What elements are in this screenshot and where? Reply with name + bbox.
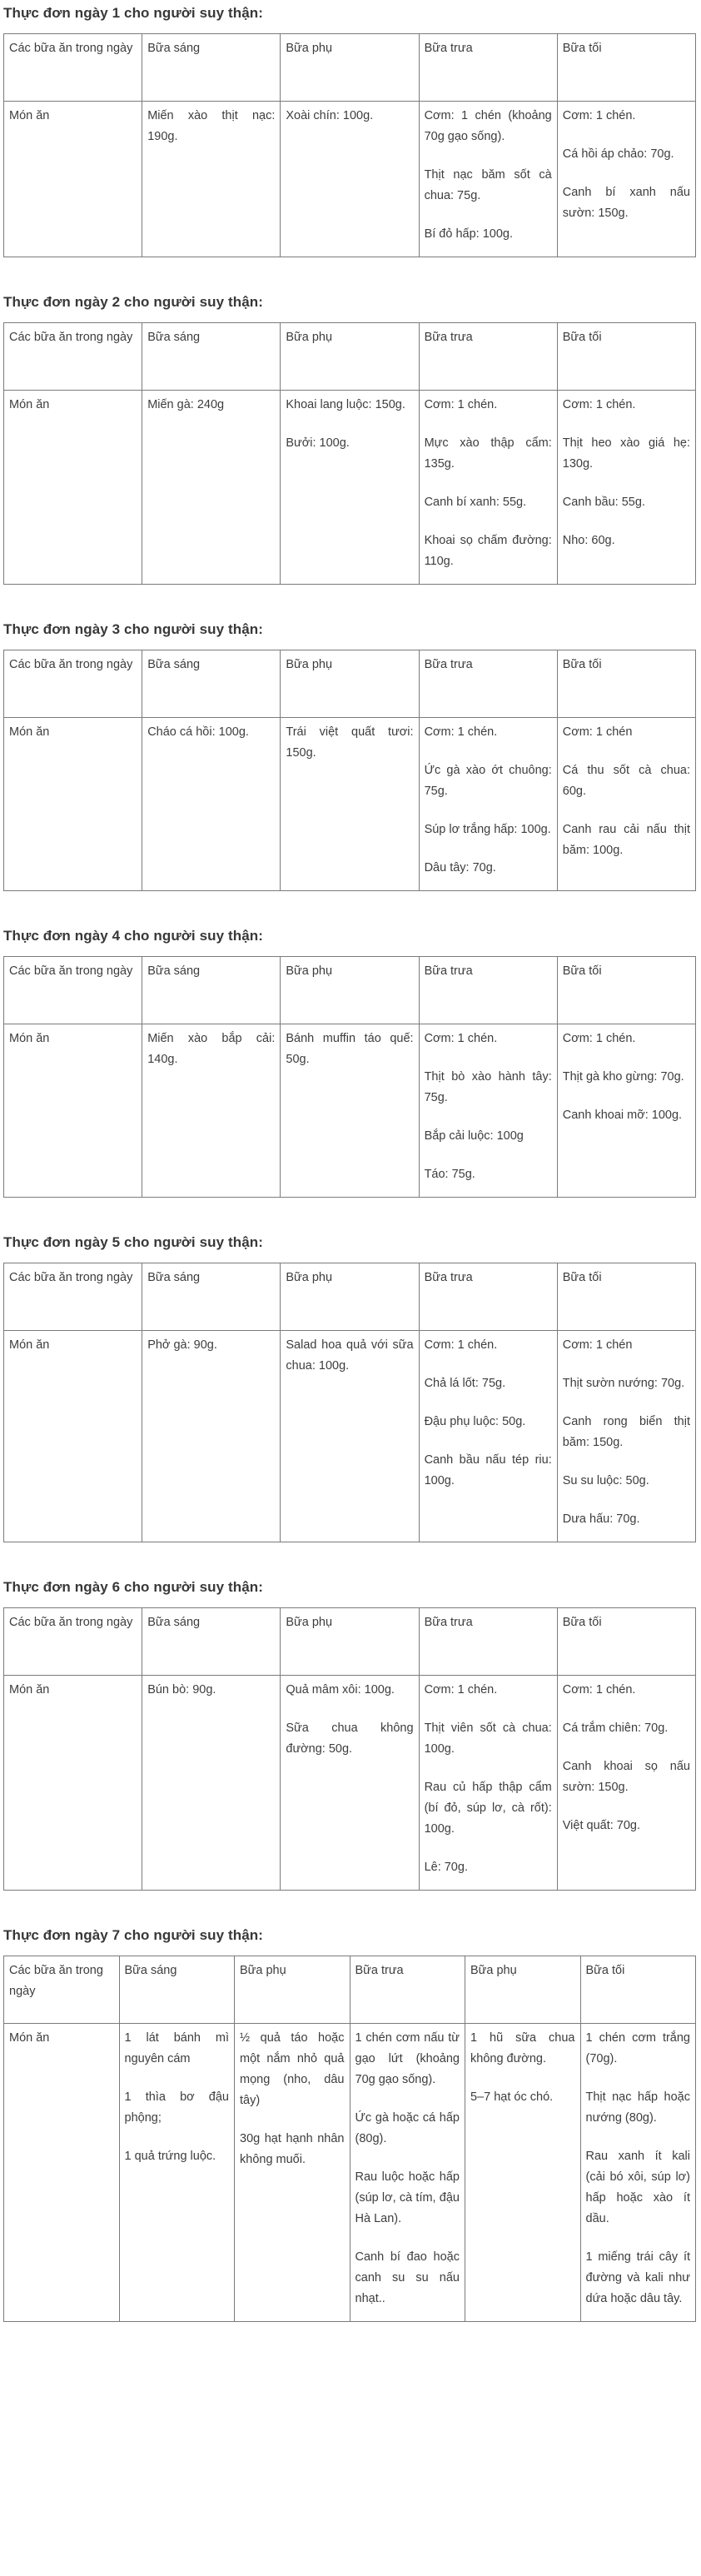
- meal-cell: [281, 718, 419, 891]
- column-header: Bữa sáng: [142, 1263, 281, 1331]
- menu-item: Rau xanh ít kali (cải bó xôi, súp lơ) hấp hoặc xào ít dầu.: [585, 2150, 690, 2225]
- column-header: Bữa sáng: [142, 650, 281, 718]
- menu-item: 1 chén cơm nấu từ gạo lứt (khoảng 70g gạo sống).: [355, 2031, 460, 2086]
- menu-item: Cơm: 1 chén.: [424, 1338, 498, 1352]
- column-header: Bữa sáng: [142, 1608, 281, 1676]
- menu-item: Cháo cá hồi: 100g.: [147, 725, 249, 739]
- menu-item: Xoài chín: 100g.: [286, 109, 374, 122]
- menu-item: Ức gà hoặc cá hấp (80g).: [355, 2111, 460, 2145]
- menu-day-6: [3, 1579, 696, 1891]
- meal-cell: [557, 102, 695, 257]
- menu-item: Cá hồi áp chảo: 70g.: [562, 147, 674, 161]
- row-label: Món ăn: [4, 102, 142, 257]
- menu-item: Súp lơ trắng hấp: 100g.: [424, 823, 551, 836]
- column-header: Bữa tối: [557, 650, 695, 718]
- meal-cell: [419, 1024, 557, 1198]
- menu-item: Cơm: 1 chén (khoảng 70g gạo sống).: [424, 109, 552, 143]
- table-header-row: [4, 1608, 696, 1676]
- table-row: [4, 391, 696, 585]
- row-label: Món ăn: [4, 1024, 142, 1198]
- menu-item: 30g hạt hạnh nhân không muối.: [240, 2132, 345, 2166]
- meal-cell: [419, 1676, 557, 1891]
- menu-item: Canh khoai sọ nấu sườn: 150g.: [562, 1760, 690, 1794]
- menu-item: Canh bầu: 55g.: [562, 496, 645, 509]
- column-header: Bữa trưa: [350, 1956, 465, 2024]
- menu-item: Khoai sọ chấm đường: 110g.: [424, 534, 552, 568]
- column-header: Bữa trưa: [419, 34, 557, 102]
- menu-item: 1 lát bánh mì nguyên cám: [124, 2031, 229, 2065]
- column-header: Bữa trưa: [419, 323, 557, 391]
- meal-cell: [557, 1331, 695, 1542]
- menu-item: Miến gà: 240g: [147, 398, 225, 411]
- menu-item: 1 chén cơm trắng (70g).: [585, 2031, 690, 2065]
- menu-item: Cơm: 1 chén: [562, 1338, 633, 1352]
- menu-item: 1 miếng trái cây ít đường và kali như dứa hoặc dâu tây.: [585, 2250, 690, 2305]
- table-header-row: [4, 957, 696, 1024]
- menu-day-2: [3, 294, 696, 585]
- table-header-row: [4, 34, 696, 102]
- meal-cell: [281, 102, 419, 257]
- menu-item: Ức gà xào ớt chuông: 75g.: [424, 764, 552, 798]
- meal-cell: [142, 391, 281, 585]
- menu-day-7: [3, 1927, 696, 2322]
- meal-cell: [142, 718, 281, 891]
- menu-item: Bánh muffin táo quế: 50g.: [286, 1032, 414, 1066]
- menu-item: Nho: 60g.: [562, 534, 615, 547]
- menu-item: Canh rong biển thịt băm: 150g.: [562, 1415, 690, 1449]
- column-header: Các bữa ăn trong ngày: [4, 323, 142, 391]
- meal-cell: [142, 1024, 281, 1198]
- column-header: Các bữa ăn trong ngày: [4, 957, 142, 1024]
- menu-item: Miến xào bắp cải: 140g.: [147, 1032, 276, 1066]
- meal-cell: [142, 102, 281, 257]
- meal-cell: [419, 1331, 557, 1542]
- menu-item: Đậu phụ luộc: 50g.: [424, 1415, 526, 1428]
- menu-item: Thịt nạc hấp hoặc nướng (80g).: [585, 2090, 690, 2125]
- menu-item: Thịt heo xào giá hẹ: 130g.: [562, 436, 690, 471]
- menu-item: Cơm: 1 chén.: [424, 1683, 498, 1697]
- meal-cell: [281, 1676, 419, 1891]
- column-header: Bữa trưa: [419, 1608, 557, 1676]
- menu-item: Trái việt quất tươi: 150g.: [286, 725, 414, 760]
- column-header: Bữa sáng: [142, 323, 281, 391]
- menu-item: 5–7 hạt óc chó.: [470, 2090, 554, 2104]
- menu-item: Bưởi: 100g.: [286, 436, 350, 450]
- menu-item: Thịt sườn nướng: 70g.: [562, 1377, 685, 1390]
- menu-item: Salad hoa quả với sữa chua: 100g.: [286, 1338, 414, 1373]
- menu-item: Dưa hấu: 70g.: [562, 1512, 640, 1526]
- menu-table: [3, 1956, 696, 2322]
- menu-item: Việt quất: 70g.: [562, 1819, 641, 1832]
- menu-item: Chả lá lốt: 75g.: [424, 1377, 506, 1390]
- menu-item: Lê: 70g.: [424, 1861, 468, 1874]
- menu-item: Quả mâm xôi: 100g.: [286, 1683, 395, 1697]
- menu-item: Cơm: 1 chén.: [562, 1032, 636, 1045]
- column-header: Bữa phụ: [281, 1263, 419, 1331]
- menu-item: Khoai lang luộc: 150g.: [286, 398, 405, 411]
- menu-item: Cơm: 1 chén.: [562, 109, 636, 122]
- row-label: Món ăn: [4, 391, 142, 585]
- menu-item: Thịt nạc băm sốt cà chua: 75g.: [424, 168, 552, 202]
- column-header: Bữa phụ: [281, 650, 419, 718]
- menu-table: [3, 1263, 696, 1542]
- meal-cell: [419, 102, 557, 257]
- column-header: Bữa tối: [557, 957, 695, 1024]
- day-title: Thực đơn ngày 1 cho người suy thận:: [3, 5, 264, 21]
- menu-day-1: [3, 5, 696, 257]
- table-row: [4, 102, 696, 257]
- meal-cell: [557, 391, 695, 585]
- menu-table: [3, 1607, 696, 1891]
- meal-cell: [235, 2024, 350, 2322]
- table-header-row: [4, 1956, 696, 2024]
- column-header: Các bữa ăn trong ngày: [4, 1608, 142, 1676]
- menu-day-5: [3, 1234, 696, 1542]
- table-header-row: [4, 650, 696, 718]
- table-row: [4, 2024, 696, 2322]
- table-row: [4, 718, 696, 891]
- menu-item: Cá thu sốt cà chua: 60g.: [562, 764, 690, 798]
- column-header: Bữa trưa: [419, 1263, 557, 1331]
- column-header: Bữa phụ: [281, 1608, 419, 1676]
- column-header: Bữa sáng: [142, 34, 281, 102]
- menu-item: Canh khoai mỡ: 100g.: [562, 1109, 683, 1122]
- meal-cell: [557, 1024, 695, 1198]
- table-header-row: [4, 1263, 696, 1331]
- menu-table: [3, 33, 696, 257]
- menu-item: Thịt gà kho gừng: 70g.: [562, 1070, 684, 1084]
- meal-cell: [142, 1676, 281, 1891]
- column-header: Các bữa ăn trong ngày: [4, 650, 142, 718]
- column-header: Bữa phụ: [281, 957, 419, 1024]
- column-header: Các bữa ăn trong ngày: [4, 1956, 120, 2024]
- menu-item: Cơm: 1 chén.: [562, 1683, 636, 1697]
- menu-item: Rau luộc hoặc hấp (súp lơ, cà tím, đậu Hà Lan).: [355, 2170, 460, 2225]
- menu-item: Táo: 75g.: [424, 1168, 475, 1181]
- meal-cell: [119, 2024, 235, 2322]
- column-header: Bữa phụ: [281, 34, 419, 102]
- meal-cell: [281, 1331, 419, 1542]
- menu-item: Mực xào thập cẩm: 135g.: [424, 436, 552, 471]
- menu-item: Cơm: 1 chén: [562, 725, 633, 739]
- column-header: Bữa sáng: [119, 1956, 235, 2024]
- menu-table: [3, 650, 696, 891]
- menu-item: Phở gà: 90g.: [147, 1338, 217, 1352]
- menu-item: Dâu tây: 70g.: [424, 861, 496, 874]
- day-title: Thực đơn ngày 3 cho người suy thận:: [3, 621, 264, 637]
- menu-item: Thịt viên sốt cà chua: 100g.: [424, 1721, 552, 1756]
- day-title: Thực đơn ngày 5 cho người suy thận:: [3, 1234, 264, 1250]
- menu-item: Rau củ hấp thập cẩm (bí đỏ, súp lơ, cà rốt): 100g.: [424, 1781, 552, 1836]
- row-label: Món ăn: [4, 1331, 142, 1542]
- meal-cell: [281, 1024, 419, 1198]
- menu-item: Canh bí xanh: 55g.: [424, 496, 527, 509]
- menu-item: Su su luộc: 50g.: [562, 1474, 649, 1487]
- menu-day-3: [3, 621, 696, 891]
- menu-item: Cơm: 1 chén.: [424, 398, 498, 411]
- column-header: Bữa trưa: [419, 957, 557, 1024]
- meal-cell: [580, 2024, 696, 2322]
- menu-item: Sữa chua không đường: 50g.: [286, 1721, 414, 1756]
- row-label: Món ăn: [4, 718, 142, 891]
- menu-table: [3, 322, 696, 585]
- column-header: Bữa phụ: [235, 1956, 350, 2024]
- column-header: Bữa trưa: [419, 650, 557, 718]
- day-title: Thực đơn ngày 6 cho người suy thận:: [3, 1579, 264, 1595]
- column-header: Các bữa ăn trong ngày: [4, 34, 142, 102]
- table-row: [4, 1024, 696, 1198]
- meal-cell: [419, 391, 557, 585]
- menu-item: Bún bò: 90g.: [147, 1683, 216, 1697]
- menu-item: ½ quả táo hoặc một nắm nhỏ quả mọng (nho, dâu tây): [240, 2031, 345, 2107]
- menu-item: 1 thìa bơ đậu phộng;: [124, 2090, 229, 2125]
- column-header: Bữa tối: [557, 323, 695, 391]
- menu-item: 1 quả trứng luộc.: [124, 2150, 216, 2163]
- meal-cell: [465, 2024, 581, 2322]
- menu-table: [3, 956, 696, 1198]
- column-header: Bữa phụ: [281, 323, 419, 391]
- menu-item: Canh bầu nấu tép riu: 100g.: [424, 1453, 552, 1487]
- column-header: Bữa tối: [557, 1608, 695, 1676]
- meal-cell: [419, 718, 557, 891]
- menu-item: Miến xào thịt nạc: 190g.: [147, 109, 276, 143]
- column-header: Bữa tối: [557, 1263, 695, 1331]
- menu-day-4: [3, 928, 696, 1198]
- menu-item: Cơm: 1 chén.: [424, 725, 498, 739]
- table-header-row: [4, 323, 696, 391]
- meal-cell: [350, 2024, 465, 2322]
- menu-item: 1 hũ sữa chua không đường.: [470, 2031, 575, 2065]
- menu-item: Canh rau cải nấu thịt băm: 100g.: [562, 823, 690, 857]
- menu-item: Canh bí xanh nấu sườn: 150g.: [562, 186, 690, 220]
- column-header: Bữa tối: [580, 1956, 696, 2024]
- day-title: Thực đơn ngày 7 cho người suy thận:: [3, 1927, 264, 1943]
- menu-item: Cá trắm chiên: 70g.: [562, 1721, 669, 1735]
- menu-item: Bí đỏ hấp: 100g.: [424, 227, 513, 241]
- meal-cell: [281, 391, 419, 585]
- meal-cell: [557, 1676, 695, 1891]
- menu-item: Thịt bò xào hành tây: 75g.: [424, 1070, 552, 1104]
- meal-cell: [142, 1331, 281, 1542]
- row-label: Món ăn: [4, 2024, 120, 2322]
- table-row: [4, 1331, 696, 1542]
- table-row: [4, 1676, 696, 1891]
- column-header: Bữa tối: [557, 34, 695, 102]
- menu-item: Cơm: 1 chén.: [424, 1032, 498, 1045]
- menu-item: Cơm: 1 chén.: [562, 398, 636, 411]
- column-header: Bữa phụ: [465, 1956, 581, 2024]
- column-header: Bữa sáng: [142, 957, 281, 1024]
- menu-item: Bắp cải luộc: 100g: [424, 1129, 524, 1143]
- column-header: Các bữa ăn trong ngày: [4, 1263, 142, 1331]
- row-label: Món ăn: [4, 1676, 142, 1891]
- day-title: Thực đơn ngày 2 cho người suy thận:: [3, 294, 264, 310]
- menu-item: Canh bí đao hoặc canh su su nấu nhạt..: [355, 2250, 460, 2305]
- meal-cell: [557, 718, 695, 891]
- day-title: Thực đơn ngày 4 cho người suy thận:: [3, 928, 264, 944]
